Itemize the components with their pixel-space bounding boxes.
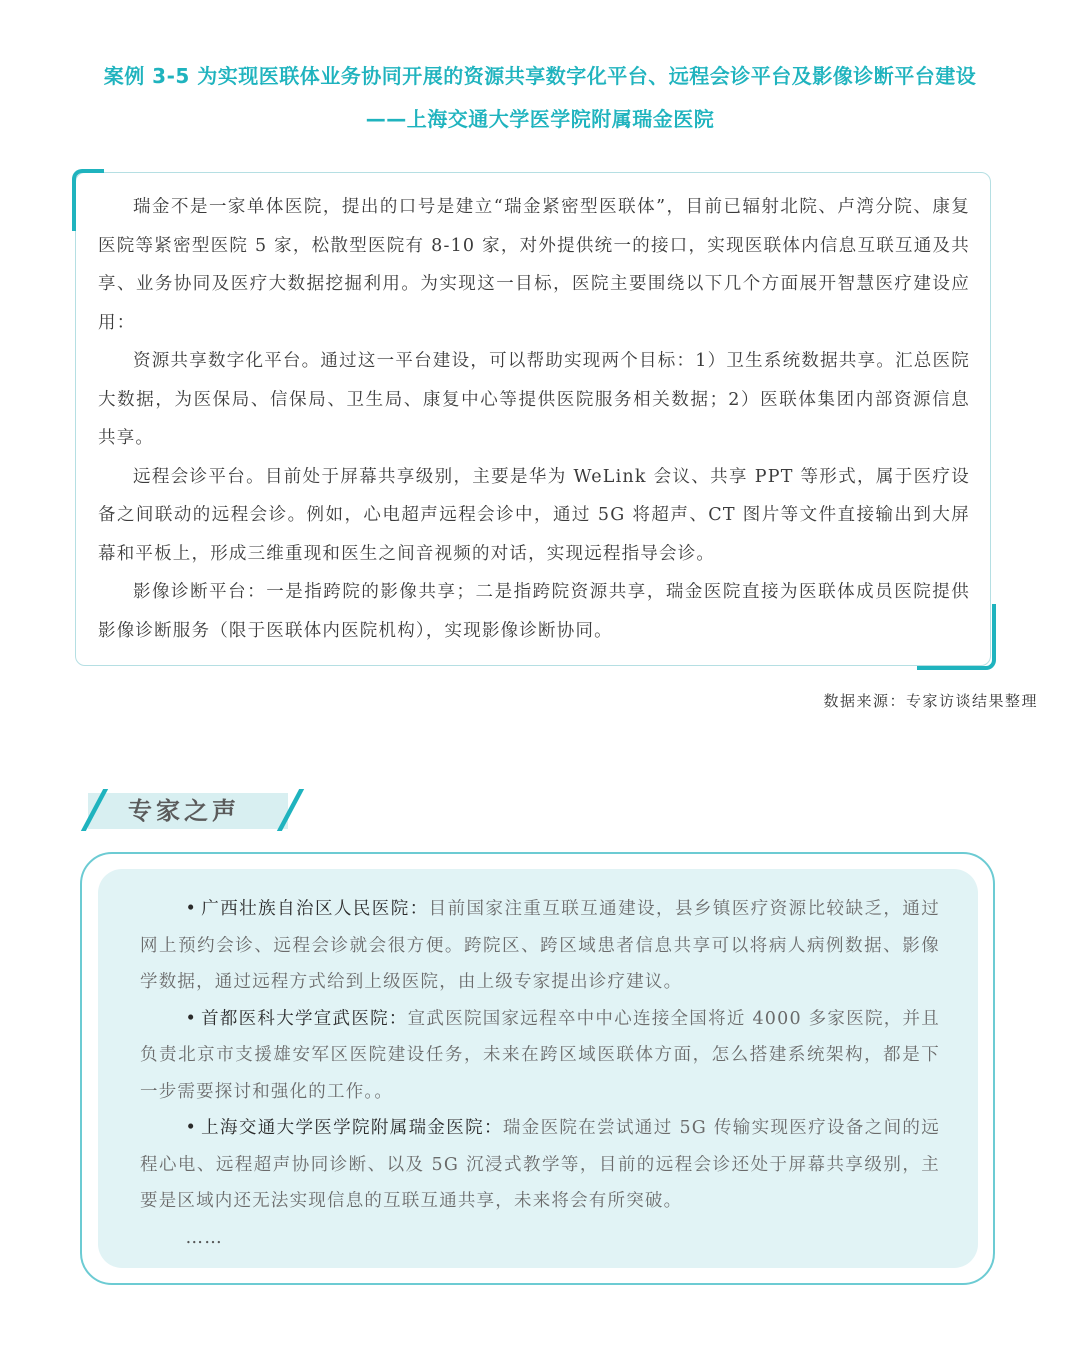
expert-ellipsis: ……	[185, 1227, 223, 1248]
expert-entry	[140, 1001, 940, 1111]
expert-quote: 宣武医院国家远程卒中中心连接全国将近 4000 多家医院，并且负责北京市支援雄安军区医院建设任务，未来在跨区域医联体方面，怎么搭建系统架构，都是下一步需要探讨和强化的工作。。	[140, 1008, 940, 1102]
case-paragraph: 影像诊断平台：一是指跨院的影像共享；二是指跨院资源共享，瑞金医院直接为医联体成员医院提供影像诊断服务（限于医联体内医院机构），实现影像诊断协同。	[98, 582, 970, 641]
bullet-icon: •	[185, 1008, 198, 1029]
expert-entry	[140, 1110, 940, 1220]
expert-heading: 专家之声	[128, 797, 240, 825]
data-source-note: 数据来源：专家访谈结果整理	[823, 692, 1038, 710]
case-body	[98, 188, 970, 650]
expert-quotes	[140, 891, 940, 1256]
expert-quote: 瑞金医院在尝试通过 5G 传输实现医疗设备之间的远程心电、远程超声协同诊断、以及 5G 沉浸式教学等，目前的远程会诊还处于屏幕共享级别，主要是区域内还无法实现信息的互联互通共享，未来将会有所突破。	[140, 1118, 940, 1211]
expert-hospital: 广西壮族自治区人民医院：	[201, 899, 429, 919]
case-paragraph: 瑞金不是一家单体医院，提出的口号是建立“瑞金紧密型医联体”，目前已辐射北院、卢湾分院、康复医院等紧密型医院 5 家，松散型医院有 8-10 家，对外提供统一的接口，实现医联体内信息互联互通及共享、业务协同及医疗大数据挖掘利用。为实现这一目标，医院主要围绕以下几个方面展开智慧医疗建设应用：	[98, 197, 970, 333]
case-paragraph: 资源共享数字化平台。通过这一平台建设，可以帮助实现两个目标：1）卫生系统数据共享。汇总医院大数据，为医保局、信保局、卫生局、康复中心等提供医院服务相关数据；2）医联体集团内部资源信息共享。	[98, 351, 970, 448]
expert-hospital: 首都医科大学宣武医院：	[201, 1008, 408, 1029]
case-paragraph: 远程会诊平台。目前处于屏幕共享级别，主要是华为 WeLink 会议、共享 PPT 等形式，属于医疗设备之间联动的远程会诊。例如，心电超声远程会诊中，通过 5G 将超声、CT 图片等文件直接输出到大屏幕和平板上，形成三维重现和医生之间音视频的对话，实现远程指导会诊。	[98, 466, 970, 564]
expert-quote: 目前国家注重互联互通建设，县乡镇医疗资源比较缺乏，通过网上预约会诊、远程会诊就会很方便。跨院区、跨区域患者信息共享可以将病人病例数据、影像学数据，通过远程方式给到上级医院，由上级专家提出诊疗建议。	[140, 899, 940, 992]
bullet-icon: •	[185, 899, 198, 919]
case-subtitle: ——上海交通大学医学院附属瑞金医院	[365, 107, 715, 131]
case-title: 案例 3-5 为实现医联体业务协同开展的资源共享数字化平台、远程会诊平台及影像诊断平台建设	[103, 64, 977, 88]
bullet-icon: •	[185, 1118, 198, 1138]
expert-hospital: 上海交通大学医学院附属瑞金医院：	[201, 1118, 503, 1138]
expert-entry	[140, 891, 940, 1001]
